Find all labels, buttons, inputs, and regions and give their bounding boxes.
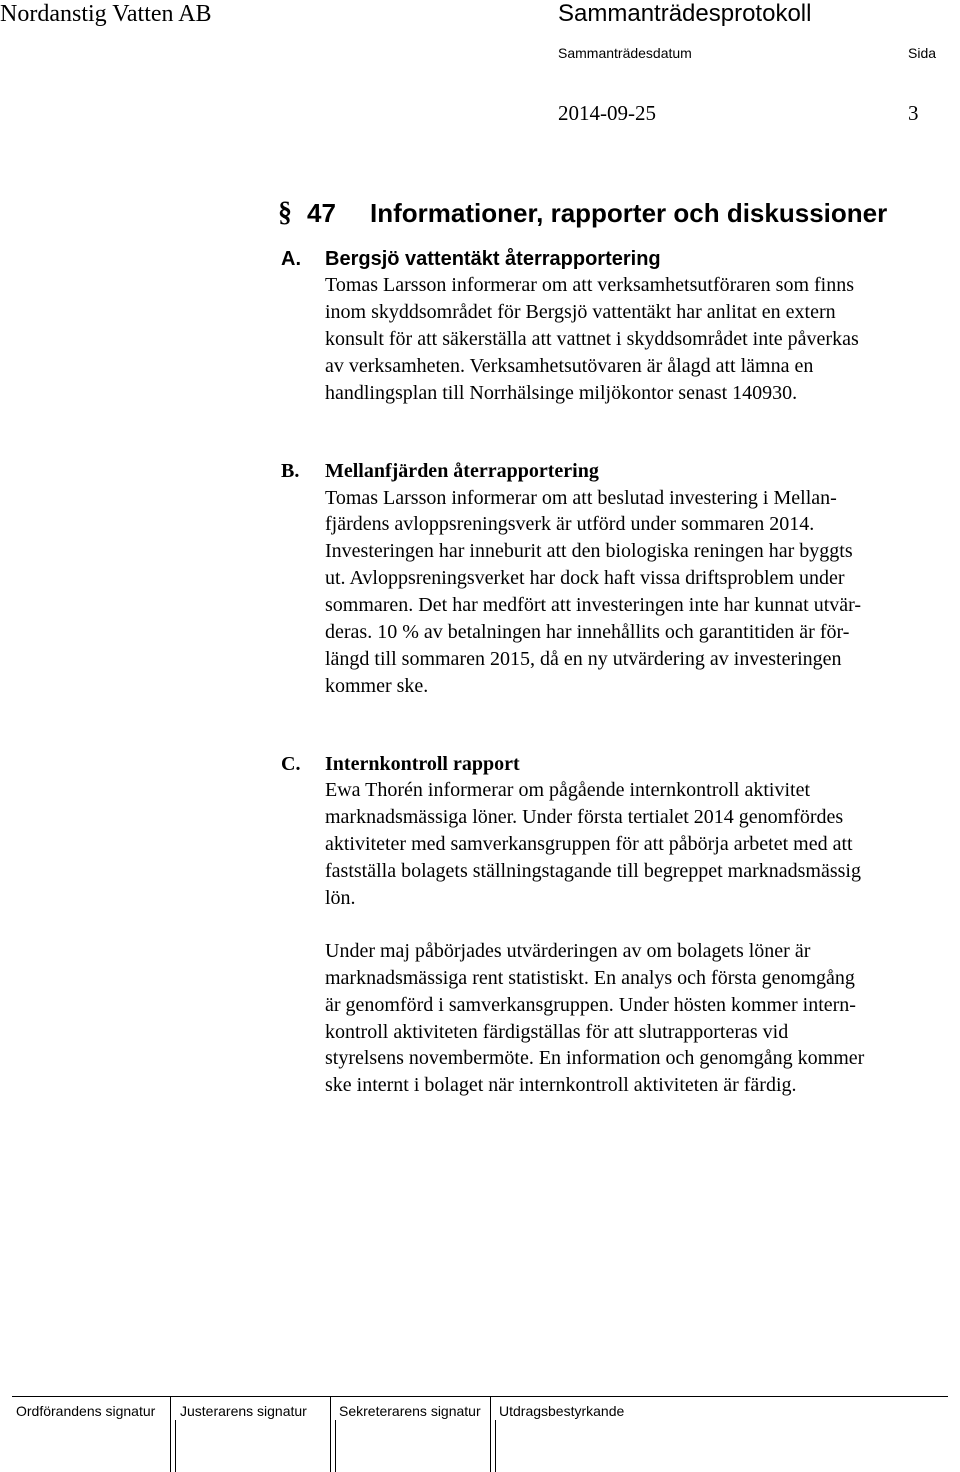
section-c-line: aktiviteter med samverkansgruppen för att påbörja arbetet med att [325,833,853,855]
section-b-line: längd till sommaren 2015, då en ny utvärdering av investeringen [325,648,842,670]
section-b-line: Tomas Larsson informerar om att beslutad investering i Mellan- [325,487,837,509]
footer-divider [490,1397,491,1472]
section-c-line: fastställa bolagets ställningstagande till begreppet marknadsmässig [325,860,861,882]
section-b-letter: B. [281,460,300,482]
section-c-line: styrelsens novembermöte. En information och genomgång kommer [325,1047,865,1069]
section-b-line: ut. Avloppsreningsverket har dock haft vissa driftsproblem under [325,567,845,589]
signature-box-divider [335,1420,336,1472]
document-type: Sammanträdesprotokoll [558,0,812,27]
section-c-title: Internkontroll rapport [325,753,520,775]
section-a-line: av verksamheten. Verksamhetsutövaren är ålagd att lämna en [325,355,814,377]
footer-divider [170,1397,171,1472]
section-c-line: marknadsmässiga rent statistiskt. En analys och första genomgång [325,967,855,989]
section-c-line: Under maj påbörjades utvärderingen av om bolagets löner är [325,940,811,962]
signature-box-divider [175,1420,176,1472]
section-c-line: lön. [325,887,356,909]
section-a-title: Bergsjö vattentäkt återrapportering [325,248,661,270]
footer-rule [12,1396,948,1397]
adjuster-signature-label: Justerarens signatur [180,1403,307,1419]
excerpt-certification-label: Utdragsbestyrkande [499,1403,625,1419]
section-a-letter: A. [281,248,301,270]
organization-name: Nordanstig Vatten AB [0,1,212,27]
section-b-line: Investeringen har inneburit att den biologiska reningen har byggts [325,540,853,562]
page-number: 3 [908,101,919,125]
meeting-date: 2014-09-25 [558,101,656,125]
section-c-line: marknadsmässiga löner. Under första tertialet 2014 genomfördes [325,806,844,828]
item-number: 47 [307,198,336,228]
section-c-line: ske internt i bolaget när internkontroll aktiviteten är färdig. [325,1074,797,1096]
footer-divider [330,1397,331,1472]
section-a-line: konsult för att säkerställa att vattnet i skyddsområdet inte påverkas [325,328,859,350]
section-b-line: fjärdens avloppsreningsverk är utförd under sommaren 2014. [325,513,815,535]
section-a-line: inom skyddsområdet för Bergsjö vattentäkt har anlitat en extern [325,301,836,323]
section-b-line: kommer ske. [325,675,429,697]
section-a-line: handlingsplan till Norrhälsinge miljökontor senast 140930. [325,382,798,404]
item-title: Informationer, rapporter och diskussioner [370,198,888,228]
section-c-line: kontroll aktiviteten färdigställas för att slutrapporteras vid [325,1021,789,1043]
section-b-line: sommaren. Det har medfört att investeringen inte har kunnat utvär- [325,594,862,616]
section-c-line: är genomförd i samverkansgruppen. Under hösten kommer intern- [325,994,856,1016]
section-b-title: Mellanfjärden återrapportering [325,460,599,482]
page-label: Sida [908,45,937,61]
secretary-signature-label: Sekreterarens signatur [339,1403,481,1419]
paragraph-mark: § [278,197,292,228]
section-c-letter: C. [281,753,301,775]
section-b-line: deras. 10 % av betalningen har innehållits och garantitiden är för- [325,621,850,643]
chair-signature-label: Ordförandens signatur [16,1403,156,1419]
meeting-date-label: Sammanträdesdatum [558,45,692,61]
section-c-line: Ewa Thorén informerar om pågående internkontroll aktivitet [325,779,811,801]
signature-box-divider [495,1420,496,1472]
section-a-line: Tomas Larsson informerar om att verksamhetsutföraren som finns [325,274,855,296]
